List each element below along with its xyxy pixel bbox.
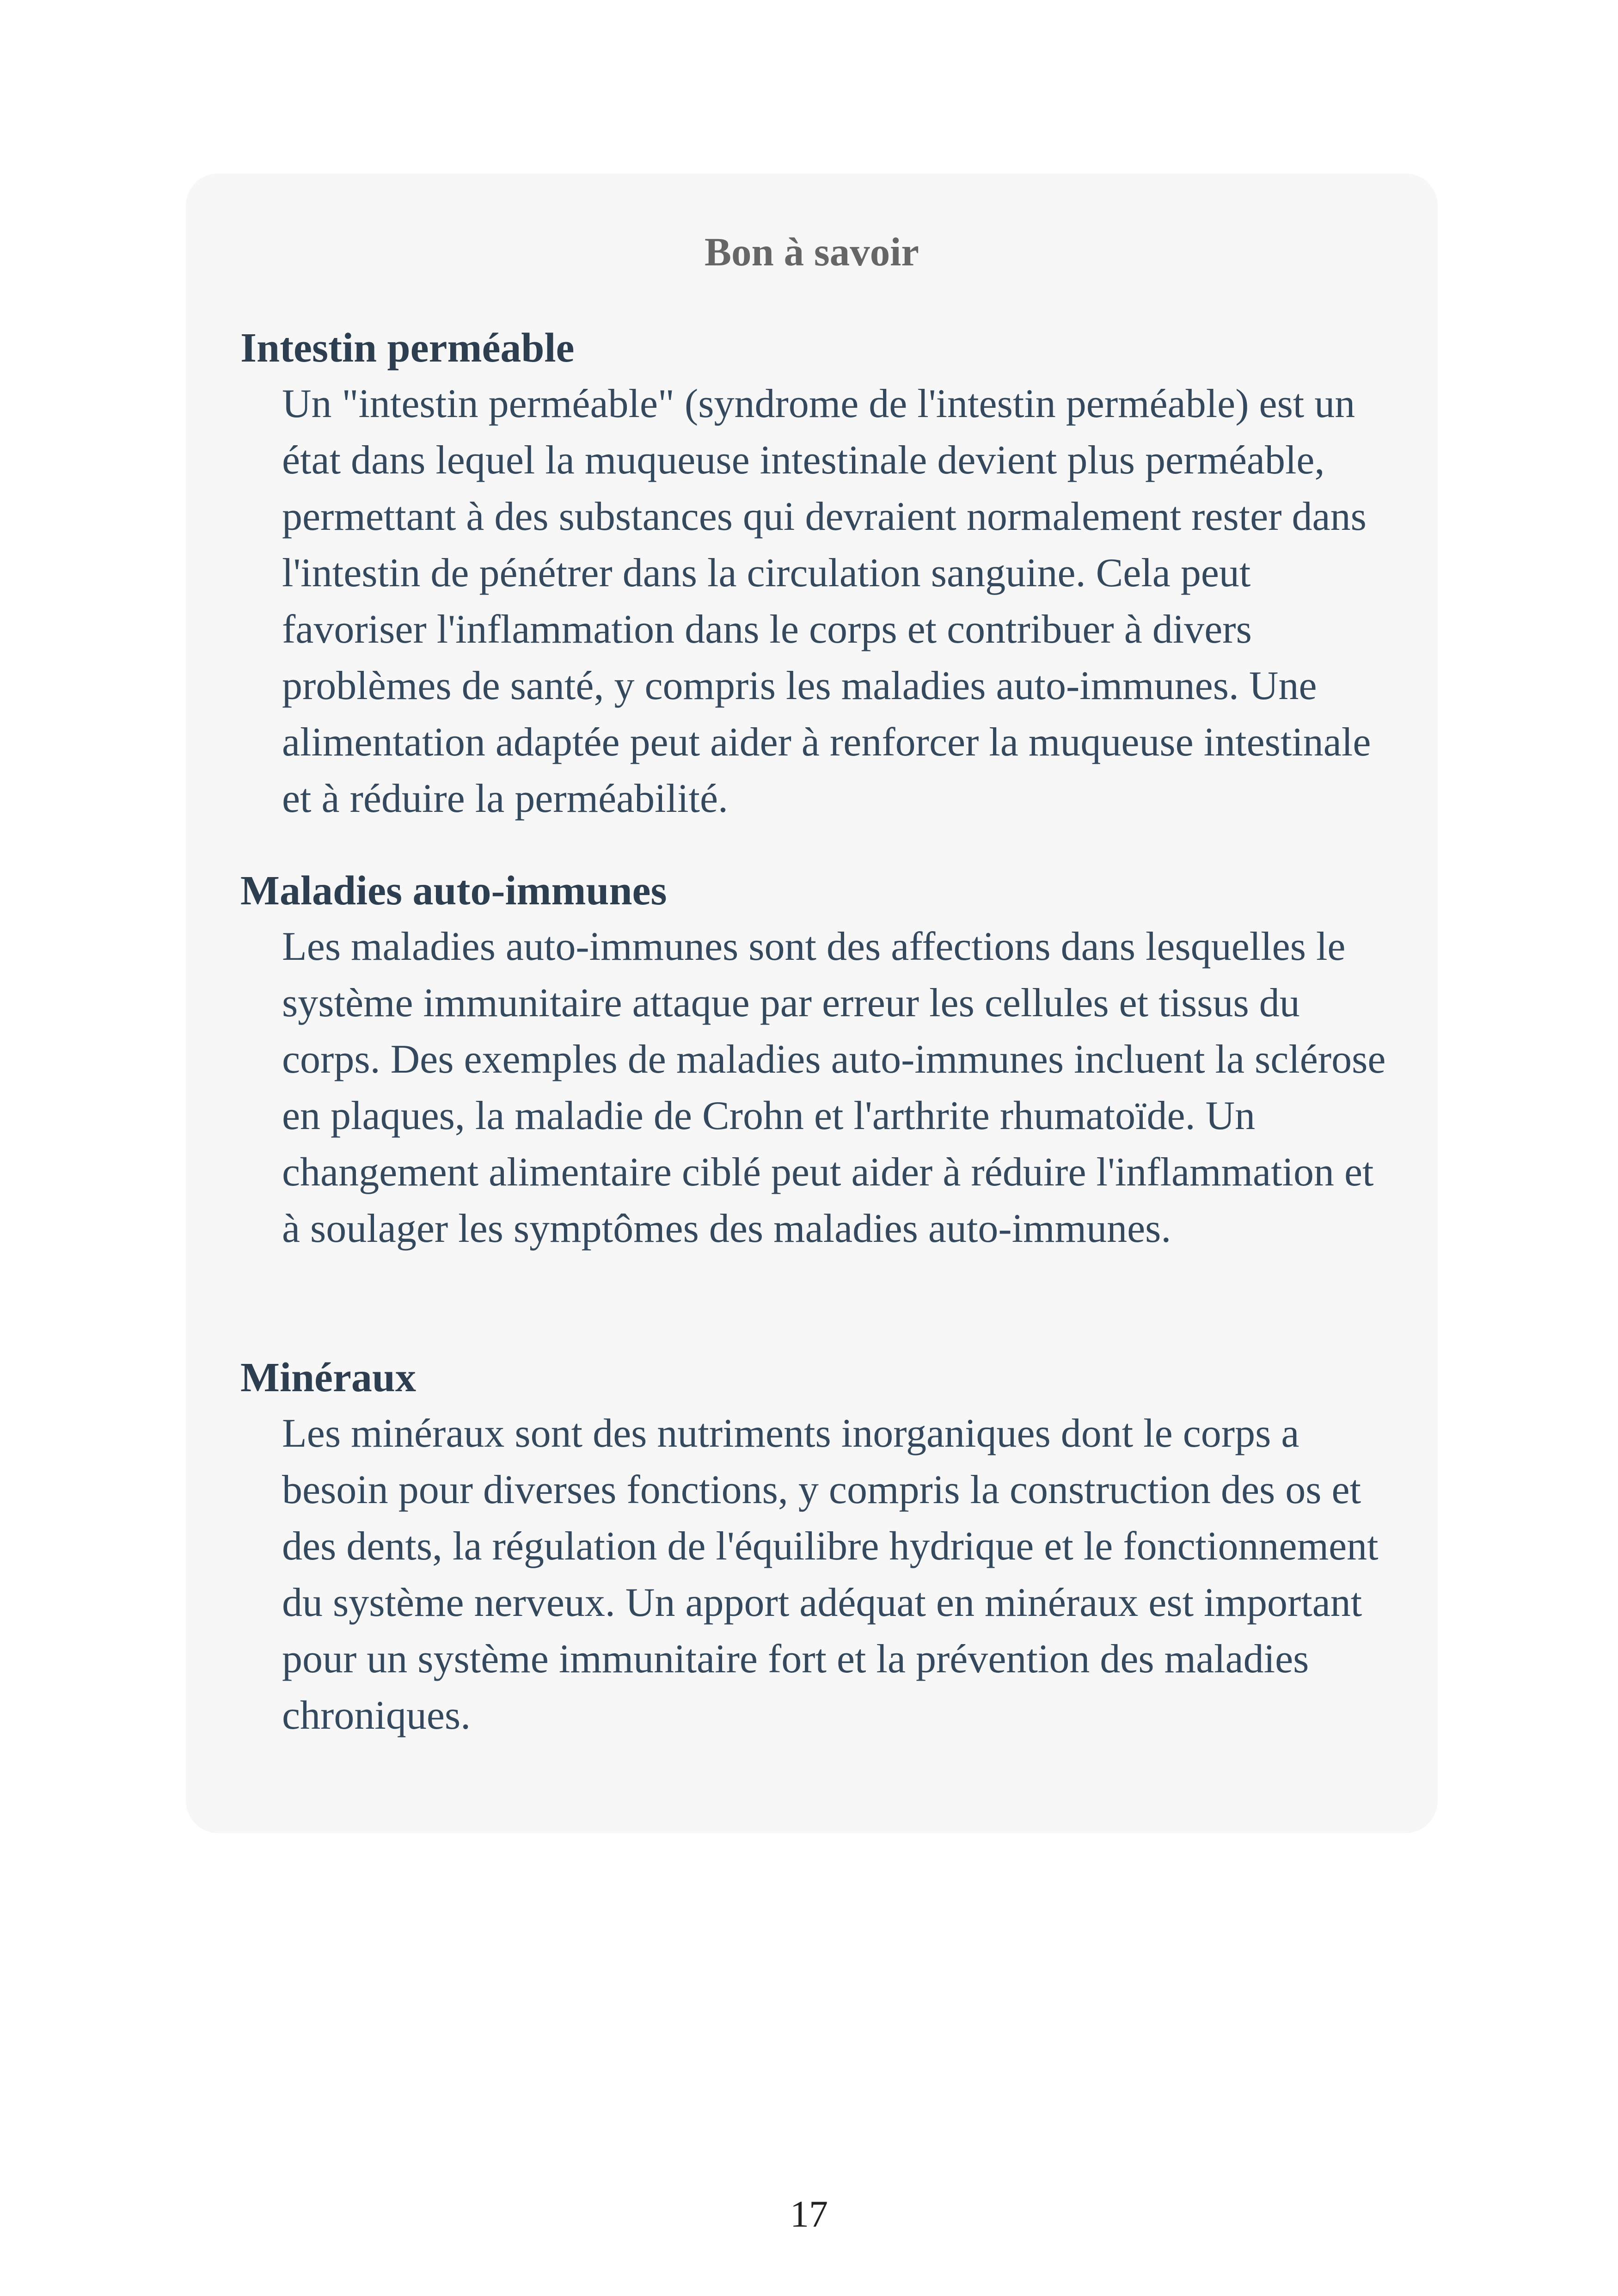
glossary-term: Intestin perméable	[240, 325, 575, 371]
info-callout-box	[186, 173, 1438, 1833]
glossary-entry-mineraux	[240, 1350, 1396, 1744]
glossary-term: Minéraux	[240, 1355, 416, 1400]
glossary-term: Maladies auto-immunes	[240, 868, 667, 914]
glossary-definition: Les minéraux sont des nutriments inorganiques dont le corps a besoin pour diverses fonctions, y compris la construction des os et des dents, la régulation de l'équilibre hydrique et le fonctionnement du système nerveux. Un apport adéquat en minéraux est important pour un système immunitaire fort et la prévention des maladies chroniques.	[282, 1411, 1379, 1738]
glossary-definition: Un "intestin perméable" (syndrome de l'intestin perméable) est un état dans lequel la muqueuse intestinale devient plus perméable, permettant à des substances qui devraient normalement rester dans l'intestin de pénétrer dans la circulation sanguine. Cela peut favoriser l'inflammation dans le corps et contribuer à divers problèmes de santé, y compris les maladies auto-immunes. Une alimentation adaptée peut aider à renforcer la muqueuse intestinale et à réduire la perméabilité.	[282, 381, 1371, 821]
callout-title: Bon à savoir	[704, 229, 919, 274]
glossary-entry-intestin-permeable	[240, 320, 1396, 827]
page-number: 17	[790, 2193, 828, 2235]
glossary-entry-maladies-auto-immunes	[240, 863, 1396, 1257]
glossary-definition: Les maladies auto-immunes sont des affections dans lesquelles le système immunitaire attaque par erreur les cellules et tissus du corps. Des exemples de maladies auto-immunes incluent la sclérose en plaques, la maladie de Crohn et l'arthrite rhumatoïde. Un changement alimentaire ciblé peut aider à réduire l'inflammation et à soulager les symptômes des maladies auto-immunes.	[282, 924, 1386, 1251]
